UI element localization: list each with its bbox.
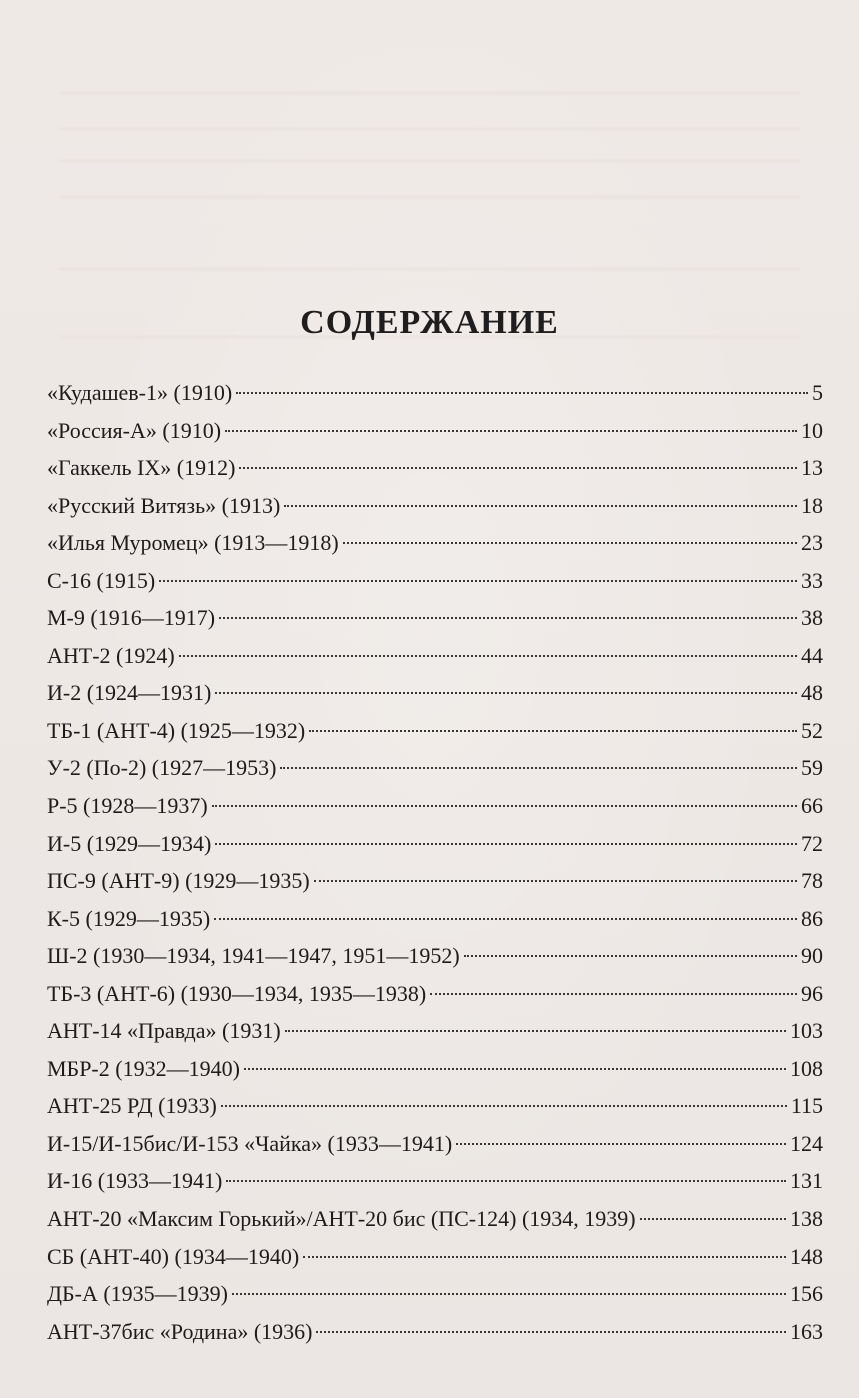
- dot-leader: [239, 467, 797, 469]
- dot-leader: [456, 1143, 786, 1145]
- toc-entry-title: К-5 (1929—1935): [47, 905, 211, 931]
- toc-entry-page-number: 103: [790, 1018, 823, 1044]
- toc-entry[interactable]: [47, 674, 823, 712]
- toc-entry-title: АНТ-14 «Правда» (1931): [47, 1018, 281, 1044]
- toc-entry-title: СБ (АНТ-40) (1934—1940): [47, 1243, 300, 1269]
- toc-entry-page-number: 52: [801, 717, 823, 743]
- dot-leader: [219, 617, 797, 619]
- toc-entry-page-number: 124: [790, 1130, 823, 1156]
- toc-entry-title: АНТ-20 «Максим Горький»/АНТ-20 бис (ПС-124) (1934, 1939): [47, 1206, 636, 1232]
- toc-entry[interactable]: [47, 937, 823, 975]
- toc-entry-title: АНТ-37бис «Родина» (1936): [47, 1318, 313, 1344]
- dot-leader: [236, 392, 808, 394]
- toc-entry-page-number: 163: [790, 1318, 823, 1344]
- toc-entry-title: МБР-2 (1932—1940): [47, 1055, 240, 1081]
- toc-entry[interactable]: [47, 1087, 823, 1125]
- toc-entry-page-number: 33: [801, 567, 823, 593]
- toc-entry-page-number: 48: [801, 680, 823, 706]
- toc-entry-title: «Россия-А» (1910): [47, 417, 222, 443]
- toc-entry[interactable]: [47, 412, 823, 450]
- toc-entry-page-number: 115: [790, 1093, 823, 1119]
- toc-entry-page-number: 86: [801, 905, 823, 931]
- toc-entry[interactable]: [47, 524, 823, 562]
- toc-entry-page-number: 18: [801, 492, 823, 518]
- toc-entry[interactable]: [47, 637, 823, 675]
- dot-leader: [226, 1180, 786, 1182]
- dot-leader: [225, 430, 797, 432]
- toc-entry-title: Р-5 (1928—1937): [47, 793, 208, 819]
- dot-leader: [179, 655, 797, 657]
- toc-entry[interactable]: [47, 1200, 823, 1238]
- toc-entry-page-number: 108: [790, 1055, 823, 1081]
- toc-entry[interactable]: [47, 1125, 823, 1163]
- dot-leader: [212, 805, 797, 807]
- toc-entry-page-number: 156: [790, 1281, 823, 1307]
- dot-leader: [285, 1030, 786, 1032]
- toc-entry[interactable]: [47, 712, 823, 750]
- toc-entry-page-number: 90: [801, 943, 823, 969]
- dot-leader: [464, 955, 797, 957]
- toc-entry-page-number: 59: [801, 755, 823, 781]
- dot-leader: [280, 767, 797, 769]
- toc-entry-page-number: 38: [801, 605, 823, 631]
- toc-entry[interactable]: [47, 900, 823, 938]
- toc-entry-title: И-2 (1924—1931): [47, 680, 212, 706]
- dot-leader: [640, 1218, 786, 1220]
- toc-entry[interactable]: [47, 1012, 823, 1050]
- toc-entry-title: ТБ-3 (АНТ-6) (1930—1934, 1935—1938): [47, 980, 427, 1006]
- dot-leader: [159, 580, 797, 582]
- show-through-text: [60, 196, 800, 198]
- toc-entry-title: И-15/И-15бис/И-153 «Чайка» (1933—1941): [47, 1130, 453, 1156]
- toc-entry-title: АНТ-25 РД (1933): [47, 1093, 217, 1119]
- toc-entry[interactable]: [47, 487, 823, 525]
- toc-entry-page-number: 10: [801, 417, 823, 443]
- dot-leader: [303, 1256, 786, 1258]
- toc-entry[interactable]: [47, 1162, 823, 1200]
- dot-leader: [430, 993, 797, 995]
- dot-leader: [244, 1068, 786, 1070]
- toc-entry-title: М-9 (1916—1917): [47, 605, 216, 631]
- toc-entry[interactable]: [47, 374, 823, 412]
- toc-entry[interactable]: [47, 825, 823, 863]
- toc-entry-title: ДБ-А (1935—1939): [47, 1281, 229, 1307]
- toc-entry-title: И-5 (1929—1934): [47, 830, 212, 856]
- toc-entry[interactable]: [47, 599, 823, 637]
- dot-leader: [221, 1105, 787, 1107]
- dot-leader: [343, 542, 797, 544]
- dot-leader: [215, 843, 797, 845]
- toc-entry-page-number: 66: [801, 793, 823, 819]
- toc-entry-title: ПС-9 (АНТ-9) (1929—1935): [47, 868, 310, 894]
- dot-leader: [309, 730, 797, 732]
- toc-entry[interactable]: [47, 975, 823, 1013]
- show-through-text: [60, 268, 800, 270]
- dot-leader: [214, 918, 797, 920]
- toc-entry-title: С-16 (1915): [47, 567, 156, 593]
- toc-entry-page-number: 78: [801, 868, 823, 894]
- toc-entry[interactable]: [47, 749, 823, 787]
- page-title: СОДЕРЖАНИЕ: [300, 304, 559, 341]
- dot-leader: [284, 505, 797, 507]
- toc-entry-title: «Кудашев-1» (1910): [47, 380, 233, 405]
- toc-entry-page-number: 44: [801, 642, 823, 668]
- show-through-text: [60, 92, 800, 94]
- dot-leader: [316, 1331, 786, 1333]
- toc-entry[interactable]: [47, 1050, 823, 1088]
- toc-entry-page-number: 23: [801, 530, 823, 556]
- toc-entry-title: «Русский Витязь» (1913): [47, 492, 281, 518]
- toc-entry-page-number: 13: [801, 455, 823, 481]
- toc-entry-page-number: 138: [790, 1206, 823, 1232]
- toc-entry-title: У-2 (По-2) (1927—1953): [47, 755, 277, 781]
- show-through-text: [60, 160, 800, 162]
- table-of-contents: [47, 374, 823, 1350]
- toc-entry-page-number: 72: [801, 830, 823, 856]
- dot-leader: [232, 1293, 786, 1295]
- dot-leader: [314, 880, 797, 882]
- toc-entry-title: Ш-2 (1930—1934, 1941—1947, 1951—1952): [47, 943, 460, 969]
- toc-entry[interactable]: [47, 449, 823, 487]
- toc-entry-page-number: 148: [790, 1243, 823, 1269]
- toc-entry-page-number: 96: [801, 980, 823, 1006]
- toc-entry-title: АНТ-2 (1924): [47, 642, 175, 668]
- toc-entry[interactable]: [47, 1275, 823, 1313]
- toc-entry[interactable]: [47, 862, 823, 900]
- dot-leader: [215, 692, 797, 694]
- toc-entry-page-number: 5: [812, 380, 823, 405]
- toc-entry-page-number: 131: [790, 1168, 823, 1194]
- toc-entry-title: ТБ-1 (АНТ-4) (1925—1932): [47, 717, 306, 743]
- toc-entry-title: И-16 (1933—1941): [47, 1168, 223, 1194]
- toc-entry[interactable]: [47, 562, 823, 600]
- show-through-text: [60, 128, 800, 130]
- toc-entry[interactable]: [47, 1238, 823, 1276]
- toc-entry-title: «Илья Муромец» (1913—1918): [47, 530, 339, 556]
- toc-entry[interactable]: [47, 787, 823, 825]
- toc-entry[interactable]: [47, 1313, 823, 1351]
- toc-entry-title: «Гаккель IX» (1912): [47, 455, 236, 481]
